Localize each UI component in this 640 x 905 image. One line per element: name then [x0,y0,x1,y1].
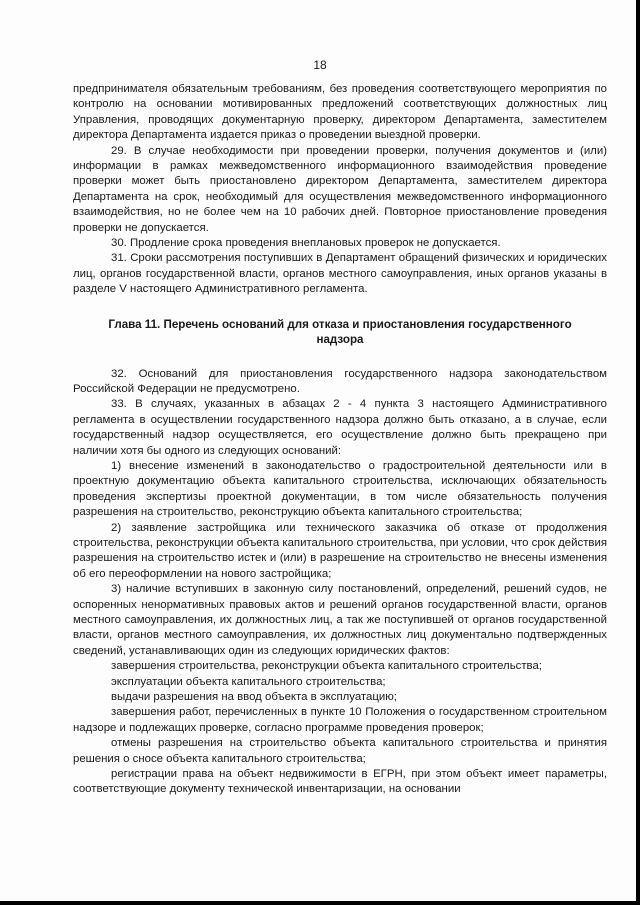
fact-item: завершения строительства, реконструкции объекта капитального строительства; [111,660,542,673]
fact-item: отмены разрешения на строительство объекта капитального строительства и принятия решения о сносе объекта капитального строительства; [73,737,607,765]
paragraph-31: 31. Сроки рассмотрения поступивших в Департамент обращений физических и юридических лиц, органов государственной власти, органов местного самоуправления, иных органов указаны в разделе V настоящего Административного регламента. [73,252,607,296]
chapter-title: Глава 11. Перечень оснований для отказа и приостановления государственного надзора [108,317,572,347]
paragraph: предпринимателя обязательным требованиям, без проведения соответствующего мероприятия по контролю на основании мотивированных предложений соответствующих должностных лиц Управления, проводящих документарную проверку, директором Департамента, заместителем директора Департамента издается приказ о проведении выездной проверки. [73,83,607,142]
list-item-1: 1) внесение изменений в законодательство о градостроительной деятельности или в проектную документацию объекта капитального строительства, исключающих обязательность проведения экспертизы проектной документации, в том числе обязательность получения разрешения на строительство, реконструкцию объекта капитального строительства; [73,459,607,519]
page-number: 18 [313,58,327,72]
document-body [73,82,607,798]
paragraph-33: 33. В случаях, указанных в абзацах 2 - 4 пункта 3 настоящего Административного регламента в осуществлении государственного надзора должно быть отказано, а в случае, если государственный надзор осуществляется, его осуществление должно быть прекращено при наличии хотя бы одного из следующих оснований: [73,398,607,457]
list-item-3: 3) наличие вступивших в законную силу постановлений, определений, решений судов, не оспоренных ненормативных правовых актов и решений органов государственной власти, органов местного самоуправления, их должностных лиц, а так же поступившей от органов государственной власти, органов местного самоуправления, их должностных лиц документально подтвержденных сведений, устанавливающих один из следующих юридических фактов: [73,583,607,657]
paragraph-29: 29. В случае необходимости при проведении проверки, получения документов и (или) информации в рамках межведомственного информационного взаимодействия проведение проверки может быть приостановлено директором Департамента, заместителем директора Департамента на срок, необходимый для осуществления межведомственного информационного взаимодействия, но не более чем на 10 рабочих дней. Повторное приостановление проведения проверки не допускается. [73,144,607,234]
fact-item: регистрации права на объект недвижимости в ЕГРН, при этом объект имеет параметры, соответствующие документу технической инвентаризации, на основании [73,768,607,796]
list-item-2: 2) заявление застройщика или технического заказчика об отказе от продолжения строительства, реконструкции объекта капитального строительства, при условии, что срок действия разрешения на строительство истек и (или) в разрешение на строительство не внесены изменения об его переоформлении на нового застройщика; [73,521,607,580]
fact-item: эксплуатации объекта капитального строительства; [111,675,386,688]
paragraph-32: 32. Оснований для приостановления государственного надзора законодательством Российской Федерации не предусмотрено. [73,367,607,395]
paragraph-30: 30. Продление срока проведения внеплановых проверок не допускается. [111,237,501,250]
fact-item: завершения работ, перечисленных в пункте 10 Положения о государственном строительном надзоре и подлежащих проверке, согласно программе проведения проверок; [73,706,607,734]
fact-item: выдачи разрешения на ввод объекта в эксплуатацию; [111,691,397,704]
